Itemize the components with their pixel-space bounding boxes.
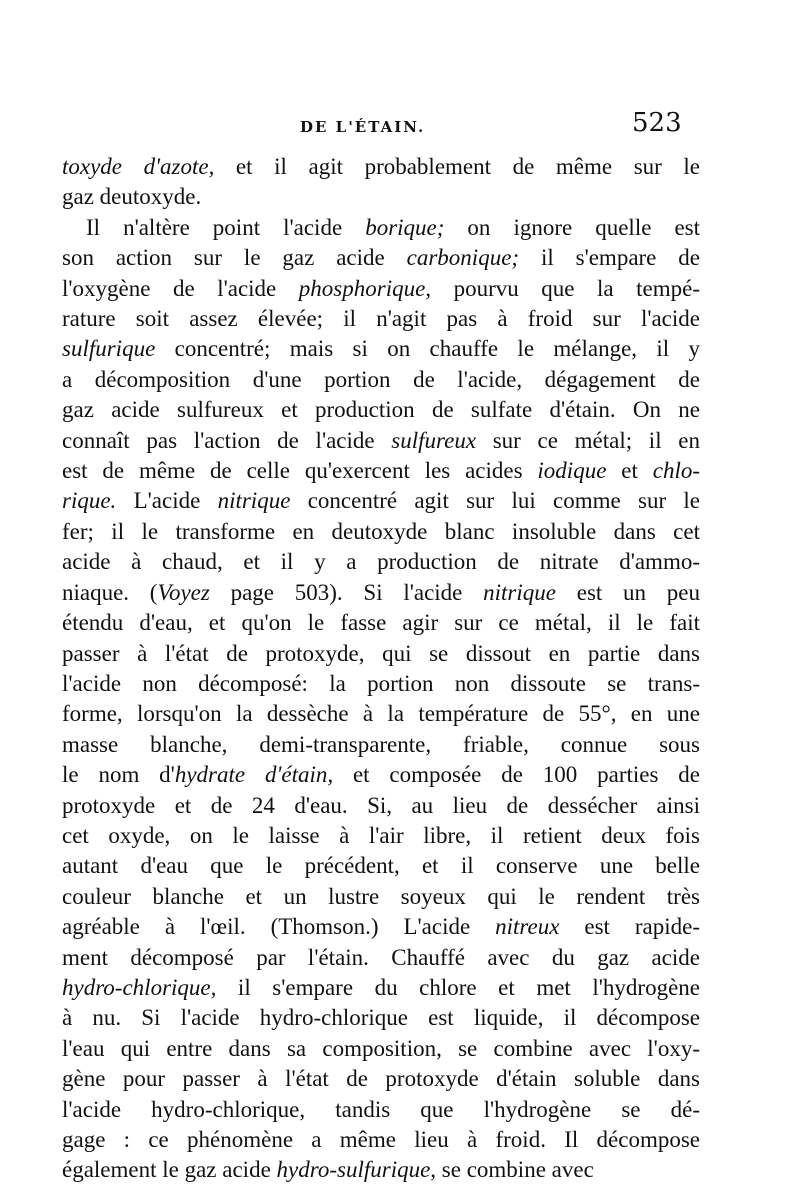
- italic-term: chlo-: [652, 458, 700, 484]
- text-run: connaît pas l'action de l'acide: [62, 427, 392, 453]
- text-line: [62, 486, 700, 516]
- text-line: [62, 1155, 700, 1185]
- italic-term: hydro-sulfurique,: [276, 1157, 437, 1183]
- text-line: [62, 334, 700, 364]
- text-line: [62, 912, 700, 942]
- text-run: également le gaz acide: [62, 1157, 277, 1183]
- text-run: page 503). Si l'acide: [209, 579, 484, 605]
- text-run: l'acide hydro-chlorique, tandis que l'hydrogène se dé-: [62, 1096, 700, 1122]
- italic-term: carbonique;: [406, 245, 520, 271]
- text-line: [62, 152, 700, 182]
- italic-term: toxyde d'azote,: [62, 154, 215, 179]
- text-line: [62, 639, 700, 669]
- text-run: il s'empare du chlore et met l'hydrogène: [216, 974, 700, 1000]
- text-run: cet oxyde, on le laisse à l'air libre, il retient deux fois: [62, 822, 700, 848]
- text-run: concentré; mais si on chauffe le mélange, il y: [155, 336, 700, 362]
- text-line: [62, 1003, 700, 1033]
- text-line: [62, 851, 700, 881]
- text-line: [62, 943, 700, 973]
- running-head: DE L'ÉTAIN.: [300, 118, 426, 136]
- text-run: il s'empare de: [519, 245, 700, 271]
- text-run: acide à chaud, et il y a production de nitrate d'ammo-: [62, 549, 700, 575]
- text-run: concentré agit sur lui comme sur le: [290, 488, 700, 514]
- text-line: [62, 243, 700, 273]
- text-line: [62, 547, 700, 577]
- text-line: [62, 791, 700, 821]
- text-run: le nom d': [62, 762, 175, 788]
- text-run: et il agit probablement de même sur le: [214, 154, 701, 179]
- text-run: et: [606, 458, 653, 484]
- text-run: et composée de 100 parties de: [333, 762, 700, 788]
- text-run: gaz acide sulfureux et production de sulfate d'étain. On ne: [62, 397, 700, 423]
- text-run: L'acide: [116, 488, 218, 514]
- text-line: [62, 426, 700, 456]
- text-line: [62, 669, 700, 699]
- text-line: [62, 578, 700, 608]
- text-run: sur ce métal; il en: [476, 427, 700, 453]
- body-text: [62, 152, 700, 1186]
- text-line: [62, 821, 700, 851]
- text-line: [62, 517, 700, 547]
- text-run: rature soit assez élevée; il n'agit pas à froid sur l'acide: [62, 306, 700, 332]
- italic-term: sulfurique: [62, 336, 156, 362]
- italic-term: nitrique: [483, 579, 556, 605]
- text-run: gaz deutoxyde.: [62, 184, 202, 210]
- text-line: [62, 1125, 700, 1155]
- text-line: [62, 213, 700, 243]
- text-line: [62, 730, 700, 760]
- text-run: protoxyde et de 24 d'eau. Si, au lieu de dessécher ainsi: [62, 792, 700, 818]
- text-run: l'acide non décomposé: la portion non dissoute se trans-: [62, 670, 700, 696]
- italic-term: phosphorique,: [298, 275, 432, 301]
- text-run: est un peu: [556, 579, 701, 605]
- text-run: étendu d'eau, et qu'on le fasse agir sur ce métal, il le fait: [62, 610, 700, 636]
- italic-term: hydrate d'étain,: [174, 762, 334, 788]
- italic-term: nitreux: [495, 914, 560, 940]
- text-line: [62, 699, 700, 729]
- text-run: on ignore quelle est: [444, 214, 700, 240]
- text-run: masse blanche, demi-transparente, friable, connue sous: [62, 731, 700, 757]
- text-line: [62, 365, 700, 395]
- italic-term: hydro-chlorique,: [62, 974, 217, 1000]
- italic-term: nitrique: [217, 488, 291, 514]
- text-line: [62, 395, 700, 425]
- text-line: [62, 182, 700, 212]
- text-line: [62, 1095, 700, 1125]
- text-run: gage : ce phénomène a même lieu à froid. Il décompose: [62, 1127, 700, 1152]
- text-run: pourvu que la tempé-: [431, 275, 700, 301]
- italic-term: iodique: [537, 458, 607, 484]
- italic-term: borique;: [365, 214, 445, 240]
- text-run: ment décomposé par l'étain. Chauffé avec du gaz acide: [62, 944, 700, 970]
- text-run: l'oxygène de l'acide: [62, 275, 299, 301]
- text-line: [62, 274, 700, 304]
- text-run: est de même de celle qu'exercent les acides: [62, 458, 538, 484]
- text-run: a décomposition d'une portion de l'acide, dégagement de: [62, 366, 700, 392]
- text-line: [62, 608, 700, 638]
- text-line: [62, 1064, 700, 1094]
- text-line: [62, 1034, 700, 1064]
- text-line: [62, 456, 700, 486]
- text-line: [62, 973, 700, 1003]
- text-run: passer à l'état de protoxyde, qui se dissout en partie dans: [62, 640, 700, 666]
- text-run: fer; il le transforme en deutoxyde blanc insoluble dans cet: [62, 518, 700, 544]
- text-line: [62, 882, 700, 912]
- text-run: autant d'eau que le précédent, et il conserve une belle: [62, 853, 700, 879]
- text-run: forme, lorsqu'on la dessèche à la température de 55°, en une: [62, 701, 700, 727]
- text-run: niaque. (: [62, 579, 158, 605]
- text-run: Il n'altère point l'acide: [86, 214, 366, 240]
- text-run: son action sur le gaz acide: [62, 245, 407, 271]
- italic-term: rique.: [62, 488, 117, 514]
- italic-term: sulfureux: [391, 427, 477, 453]
- italic-term: Voyez: [157, 579, 210, 605]
- text-run: se combine avec: [436, 1157, 594, 1183]
- text-line: [62, 760, 700, 790]
- text-run: agréable à l'œil. (Thomson.) L'acide: [62, 914, 496, 940]
- text-run: l'eau qui entre dans sa composition, se combine avec l'oxy-: [62, 1035, 700, 1061]
- text-run: est rapide-: [559, 914, 700, 940]
- text-run: à nu. Si l'acide hydro-chlorique est liquide, il décompose: [62, 1005, 700, 1031]
- text-line: [62, 304, 700, 334]
- text-run: gène pour passer à l'état de protoxyde d'étain soluble dans: [62, 1066, 700, 1092]
- text-run: couleur blanche et un lustre soyeux qui le rendent très: [62, 883, 700, 909]
- page-number: 523: [632, 108, 682, 138]
